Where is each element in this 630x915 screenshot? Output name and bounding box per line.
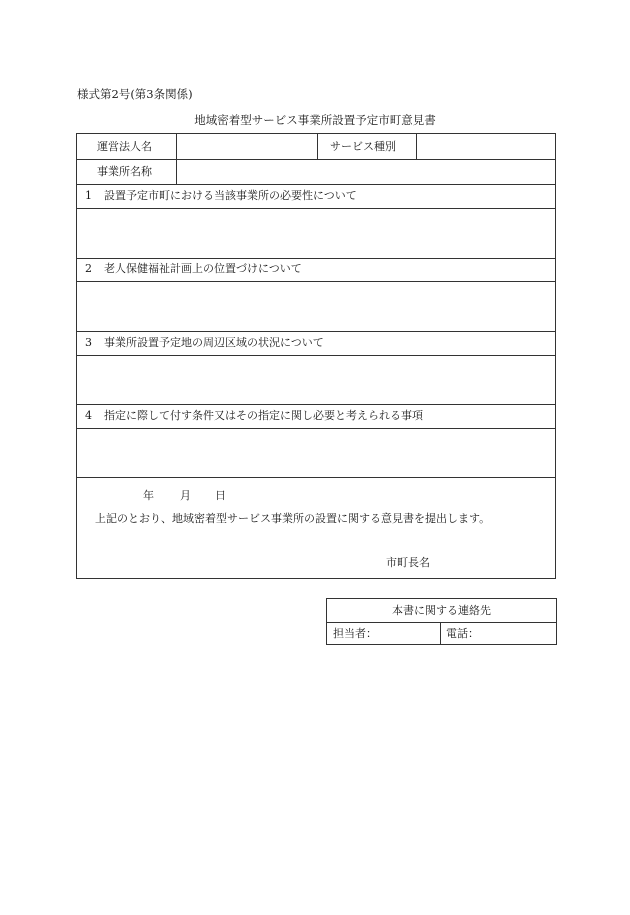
section-title: 設置予定市町における当該事業所の必要性について [104, 189, 357, 202]
opinion-form-table [76, 133, 556, 579]
month-label: 月 [180, 489, 191, 502]
submission-statement: 上記のとおり、地域密着型サービス事業所の設置に関する意見書を提出します。 [95, 512, 491, 525]
row-divider [77, 404, 555, 405]
contact-box [326, 598, 557, 645]
section-title: 老人保健福祉計画上の位置づけについて [104, 262, 302, 275]
column-divider [440, 622, 441, 644]
row-divider [77, 184, 555, 185]
section-number: 4 [85, 409, 92, 422]
section-title: 事業所設置予定地の周辺区域の状況について [104, 336, 324, 349]
operator-name-field[interactable] [181, 140, 311, 154]
section-4-content[interactable] [81, 432, 551, 474]
section-title: 指定に際して付す条件又はその指定に関し必要と考えられる事項 [104, 409, 423, 422]
operator-name-label: 運営法人名 [97, 140, 152, 153]
section-1-heading [85, 189, 357, 203]
column-divider [317, 134, 318, 159]
contact-person-label: 担当者： [333, 627, 377, 640]
row-divider [77, 159, 555, 160]
row-divider [77, 281, 555, 282]
form-number: 様式第2号(第3条関係) [77, 87, 193, 101]
section-number: 1 [85, 189, 92, 202]
row-divider [77, 477, 555, 478]
mayor-name-label: 市町長名 [386, 556, 430, 569]
section-2-content[interactable] [81, 285, 551, 327]
office-name-label: 事業所名称 [97, 165, 152, 178]
row-divider [77, 428, 555, 429]
service-type-field[interactable] [421, 140, 551, 154]
office-name-field[interactable] [181, 165, 551, 179]
column-divider [176, 134, 177, 184]
contact-phone-label: 電話： [446, 627, 479, 640]
section-2-heading [85, 262, 302, 276]
section-3-content[interactable] [81, 359, 551, 401]
column-divider [416, 134, 417, 159]
day-label: 日 [215, 489, 226, 502]
document-title: 地域密着型サービス事業所設置予定市町意見書 [194, 113, 436, 127]
section-number: 3 [85, 336, 92, 349]
service-type-label: サービス種別 [330, 140, 396, 153]
row-divider [77, 355, 555, 356]
year-label: 年 [143, 489, 154, 502]
row-divider [77, 331, 555, 332]
row-divider [327, 622, 556, 623]
section-4-heading [85, 409, 423, 423]
section-1-content[interactable] [81, 212, 551, 254]
section-number: 2 [85, 262, 92, 275]
row-divider [77, 258, 555, 259]
section-3-heading [85, 336, 324, 350]
contact-title: 本書に関する連絡先 [392, 604, 491, 617]
row-divider [77, 208, 555, 209]
